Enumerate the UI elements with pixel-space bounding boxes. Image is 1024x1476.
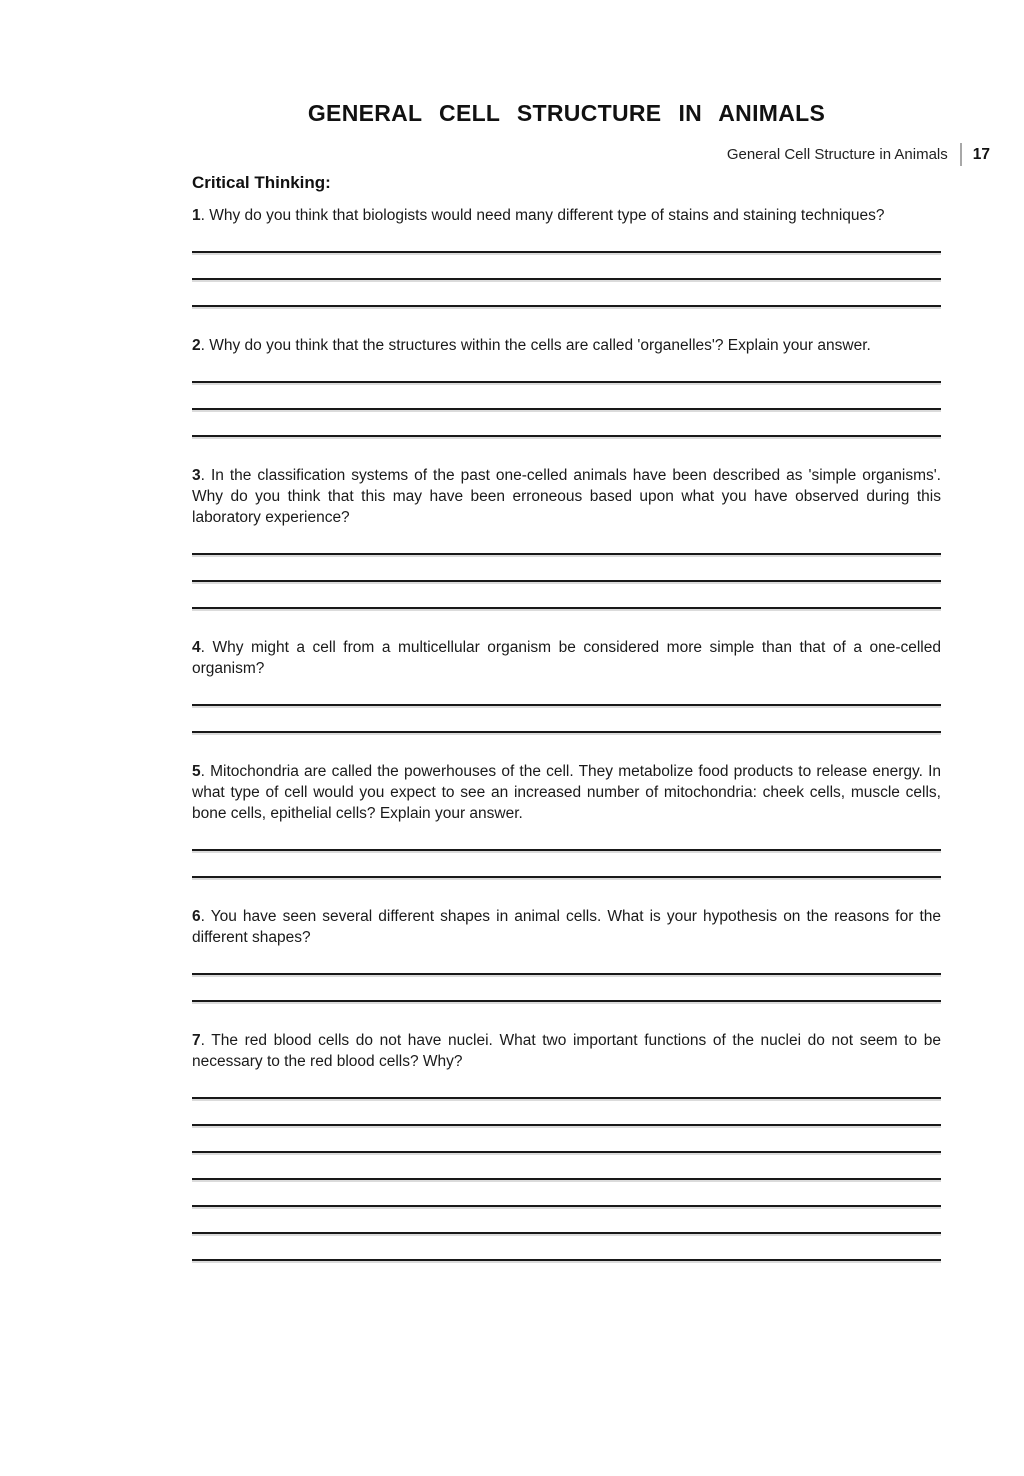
question-text: 5. Mitochondria are called the powerhouses of the cell. They metabolize food products to release energy. In what type of cell would you expect to see an increased number of mitochondria: cheek cells, muscle cells, bone cells, epithelial cells? Explain your answer. (192, 763, 941, 822)
running-header-title: General Cell Structure in Animals (726, 146, 948, 163)
question-3 (192, 465, 941, 609)
question-body: You have seen several different shapes in animal cells. What is your hypothesis on the reasons for the different shapes? (192, 908, 941, 946)
question-number: 6 (192, 908, 201, 925)
answer-line (192, 555, 941, 582)
question-number: 5 (192, 763, 201, 780)
answer-line (192, 226, 941, 253)
answer-line (192, 1180, 941, 1207)
question-body: Why might a cell from a multicellular organism be considered more simple than that of a one-celled organism? (192, 639, 941, 677)
question-text: 3. In the classification systems of the past one-celled animals have been described as 'simple organisms'. Why do you think that this may have been erroneous based upon what you have observed during this laboratory experience? (192, 467, 941, 526)
section-heading: Critical Thinking: (192, 173, 331, 192)
question-6 (192, 906, 941, 1002)
answer-line (192, 1153, 941, 1180)
answer-line (192, 280, 941, 307)
answer-line (192, 383, 941, 410)
question-text: 1. Why do you think that biologists would need many different type of stains and staining techniques? (192, 207, 885, 224)
question-number: 3 (192, 467, 201, 484)
answer-line (192, 528, 941, 555)
worksheet-page (0, 100, 1024, 1476)
question-text: 7. The red blood cells do not have nuclei. What two important functions of the nuclei do not seem to be necessary to the red blood cells? Why? (192, 1032, 941, 1070)
question-text: 2. Why do you think that the structures within the cells are called 'organelles'? Explain your answer. (192, 337, 871, 354)
answer-line (192, 582, 941, 609)
page-number: 17 (972, 145, 990, 163)
answer-line (192, 356, 941, 383)
answer-line (192, 1072, 941, 1099)
answer-line (192, 851, 941, 878)
question-number: 7 (192, 1032, 201, 1049)
question-number: 1 (192, 207, 201, 224)
question-body: In the classification systems of the past one-celled animals have been described as 'simple organisms'. Why do you think that this may have been erroneous based upon what you have observed during this laboratory experience? (192, 467, 941, 526)
question-body: Why do you think that the structures within the cells are called 'organelles'? Explain your answer. (209, 337, 871, 354)
answer-line (192, 706, 941, 733)
answer-line (192, 1099, 941, 1126)
answer-line (192, 948, 941, 975)
question-number: 4 (192, 639, 201, 656)
page-title: GENERAL CELL STRUCTURE IN ANIMALS (307, 100, 826, 126)
answer-line (192, 1207, 941, 1234)
answer-line (192, 1234, 941, 1261)
question-4 (192, 637, 941, 733)
answer-line (192, 975, 941, 1002)
question-number: 2 (192, 337, 201, 354)
answer-line (192, 410, 941, 437)
answer-line (192, 824, 941, 851)
question-5 (192, 761, 941, 878)
answer-line (192, 253, 941, 280)
question-body: Why do you think that biologists would need many different type of stains and staining techniques? (209, 207, 885, 224)
question-2 (192, 335, 941, 437)
questions-list (192, 205, 941, 1261)
question-body: Mitochondria are called the powerhouses of the cell. They metabolize food products to release energy. In what type of cell would you expect to see an increased number of mitochondria: cheek cells, muscle cells, bone cells, epithelial cells? Explain your answer. (192, 763, 941, 822)
running-header (727, 143, 990, 166)
question-7 (192, 1030, 941, 1261)
question-text: 4. Why might a cell from a multicellular organism be considered more simple than that of a one-celled organism? (192, 639, 941, 677)
answer-line (192, 679, 941, 706)
answer-line (192, 1126, 941, 1153)
header-divider-line (960, 143, 962, 166)
question-text: 6. You have seen several different shapes in animal cells. What is your hypothesis on the reasons for the different shapes? (192, 908, 941, 946)
question-body: The red blood cells do not have nuclei. What two important functions of the nuclei do not seem to be necessary to the red blood cells? Why? (192, 1032, 941, 1070)
question-1 (192, 205, 941, 307)
